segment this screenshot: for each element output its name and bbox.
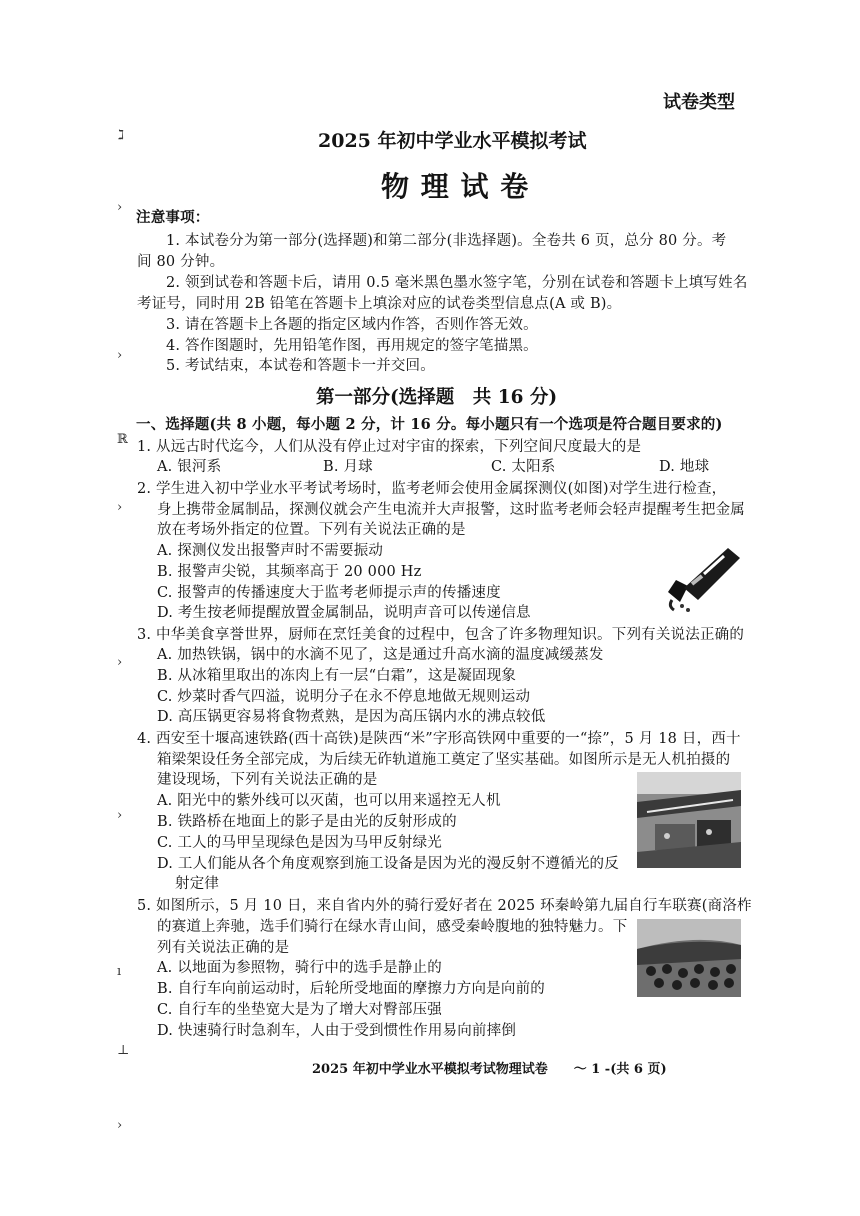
exam-title: 2025 年初中学业水平模拟考试	[318, 130, 587, 152]
q3-option-c: C. 炒菜时香气四溢，说明分子在永不停息地做无规则运动	[157, 689, 531, 705]
q4-option-d-continued: 射定律	[175, 876, 220, 892]
q5-option-a: A. 以地面为参照物，骑行中的选手是静止的	[157, 960, 442, 976]
q2-option-c: C. 报警声的传播速度大于监考老师提示声的传播速度	[157, 585, 501, 601]
scan-edge-mark: ›	[117, 808, 123, 823]
q5-stem: 的赛道上奔驰，选手们骑行在绿水青山间，感受秦岭腹地的独特魅力。下	[157, 919, 628, 935]
scan-edge-mark: ı	[117, 964, 122, 979]
section-instructions: 一、选择题(共 8 小题，每小题 2 分，计 16 分。每小题只有一个选项是符合题目要求的)	[136, 416, 723, 433]
scan-edge-mark: ℷ	[118, 128, 125, 143]
q4-stem: 箱梁架设任务全部完成，为后续无砟轨道施工奠定了坚实基础。如图所示是无人机拍摄的	[157, 752, 731, 768]
q5-stem: 列有关说法正确的是	[157, 940, 290, 956]
scan-edge-mark: ›	[117, 200, 123, 215]
paper-type-label: 试卷类型	[663, 92, 735, 113]
note-line: 间 80 分钟。	[137, 254, 225, 270]
scan-edge-mark: ›	[117, 1118, 123, 1133]
q3-option-b: B. 从冰箱里取出的冻肉上有一层“白霜”，这是凝固现象	[157, 668, 517, 684]
note-line: 考证号，同时用 2B 铅笔在答题卡上填涂对应的试卷类型信息点(A 或 B)。	[137, 296, 622, 312]
scan-edge-mark: ›	[117, 500, 123, 515]
cycling-race-photo	[637, 919, 741, 997]
scan-edge-mark: ›	[117, 348, 123, 363]
q4-option-a: A. 阳光中的紫外线可以灭菌，也可以用来遥控无人机	[157, 793, 501, 809]
q1-option-d: D. 地球	[659, 459, 710, 475]
q1-stem: 1. 从远古时代迄今，人们从没有停止过对宇宙的探索，下列空间尺度最大的是	[137, 439, 642, 455]
q2-stem: 2. 学生进入初中学业水平考试考场时，监考老师会使用金属探测仪(如图)对学生进行检查，	[137, 481, 727, 497]
subject-title: 物 理 试 卷	[381, 170, 530, 203]
q2-option-b: B. 报警声尖锐，其频率高于 20 000 Hz	[157, 564, 422, 580]
q4-stem: 建设现场，下列有关说法正确的是	[157, 772, 378, 788]
q2-option-a: A. 探测仪发出报警声时不需要振动	[157, 543, 384, 559]
note-line: 4. 答作图题时，先用铅笔作图，再用规定的签字笔描黑。	[166, 338, 538, 354]
q3-option-a: A. 加热铁锅，锅中的水滴不见了，这是通过升高水滴的温度减缓蒸发	[157, 647, 604, 663]
scan-edge-mark: ⊥	[117, 1043, 130, 1058]
q3-option-d: D. 高压锅更容易将食物煮熟，是因为高压锅内水的沸点较低	[157, 709, 546, 725]
drone-construction-photo	[637, 772, 741, 868]
scan-edge-mark: ›	[117, 655, 123, 670]
q4-option-b: B. 铁路桥在地面上的影子是由光的反射形成的	[157, 814, 457, 830]
note-line: 1. 本试卷分为第一部分(选择题)和第二部分(非选择题)。全卷共 6 页，总分 80 分。考	[166, 233, 727, 249]
note-line: 5. 考试结束，本试卷和答题卡一并交回。	[166, 358, 435, 374]
q4-option-d: D. 工人们能从各个角度观察到施工设备是因为光的漫反射不遵循光的反	[157, 856, 619, 872]
q1-option-a: A. 银河系	[157, 459, 222, 475]
q1-option-b: B. 月球	[323, 459, 373, 475]
q5-option-c: C. 自行车的坐垫宽大是为了增大对臀部压强	[157, 1002, 442, 1018]
part1-title: 第一部分(选择题 共 16 分)	[316, 387, 558, 408]
note-line: 2. 领到试卷和答题卡后，请用 0.5 毫米黑色墨水签字笔，分别在试卷和答题卡上填写姓名	[166, 275, 748, 291]
q3-stem: 3. 中华美食享誉世界，厨师在烹饪美食的过程中，包含了许多物理知识。下列有关说法正确的	[137, 627, 745, 643]
q4-stem: 4. 西安至十堰高速铁路(西十高铁)是陕西“米”字形高铁网中重要的一“捺”，5 月 18 日，西十	[137, 731, 741, 747]
q1-option-c: C. 太阳系	[491, 459, 556, 475]
q5-stem: 5. 如图所示，5 月 10 日，来自省内外的骑行爱好者在 2025 环秦岭第九届自行车联赛(商洛柞	[137, 898, 752, 914]
q2-stem: 身上携带金属制品，探测仪就会产生电流并大声报警，这时监考老师会轻声提醒考生把金属	[157, 502, 745, 518]
q2-option-d: D. 考生按老师提醒放置金属制品，说明声音可以传递信息	[157, 605, 531, 621]
q4-option-c: C. 工人的马甲呈现绿色是因为马甲反射绿光	[157, 835, 442, 851]
note-line: 3. 请在答题卡上各题的指定区域内作答，否则作答无效。	[166, 317, 538, 333]
q5-option-d: D. 快速骑行时急刹车，人由于受到惯性作用易向前摔倒	[157, 1023, 517, 1039]
q2-stem: 放在考场外指定的位置。下列有关说法正确的是	[157, 522, 466, 538]
metal-detector-figure	[658, 540, 742, 612]
scan-edge-mark: ℝ	[117, 432, 128, 447]
q5-option-b: B. 自行车向前运动时，后轮所受地面的摩擦力方向是向前的	[157, 981, 545, 997]
notes-heading: 注意事项：	[136, 209, 210, 226]
page-footer: 2025 年初中学业水平模拟考试物理试卷 〜 1 -(共 6 页)	[312, 1062, 667, 1077]
